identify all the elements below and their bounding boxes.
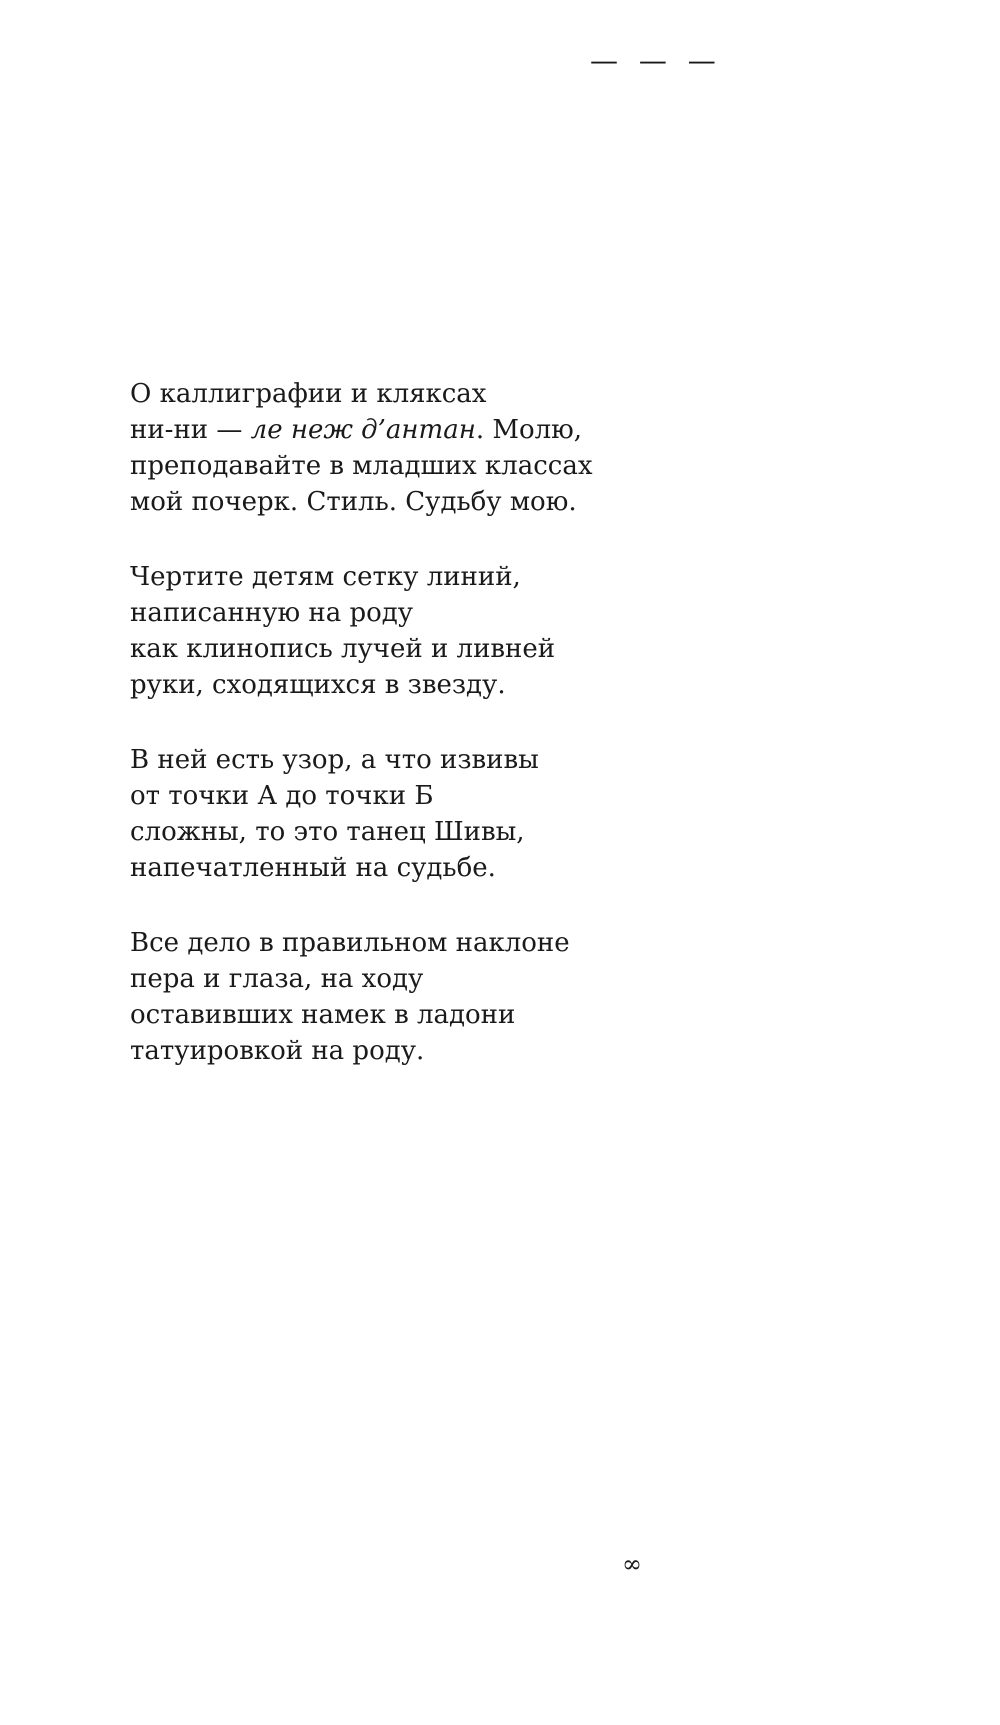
line-text: ни-ни — [130, 415, 251, 445]
poem [130, 376, 690, 1108]
poem-line: В ней есть узор, а что извивы [130, 745, 539, 775]
section-dash-marker: — — — [590, 44, 722, 77]
italic-phrase: ле неж д’антан [250, 415, 476, 445]
poem-line: татуировкой на роду. [130, 1036, 425, 1066]
poem-line: пера и глаза, на ходу [130, 964, 424, 994]
poem-line: напечатленный на судьбе. [130, 853, 496, 883]
poem-line: Чертите детям сетку линий, [130, 562, 521, 592]
poem-line: руки, сходящихся в звезду. [130, 670, 506, 700]
poem-line: Все дело в правильном наклоне [130, 928, 570, 958]
poem-line [130, 412, 690, 448]
poem-line: сложны, то это танец Шивы, [130, 817, 525, 847]
poem-line: как клинопись лучей и ливней [130, 634, 556, 664]
poem-line: О каллиграфии и кляксах [130, 379, 487, 409]
page-number: ∞ [622, 1550, 642, 1578]
stanza-1 [130, 376, 690, 520]
stanza-3 [130, 742, 690, 886]
poem-line: написанную на роду [130, 598, 414, 628]
poem-line: преподавайте в младших классах [130, 451, 593, 481]
poem-line: оставивших намек в ладони [130, 1000, 516, 1030]
stanza-4 [130, 925, 690, 1069]
poem-line: мой почерк. Стиль. Судьбу мою. [130, 487, 577, 517]
line-text: . Молю, [475, 415, 583, 445]
stanza-2 [130, 559, 690, 703]
poem-line: от точки А до точки Б [130, 781, 434, 811]
